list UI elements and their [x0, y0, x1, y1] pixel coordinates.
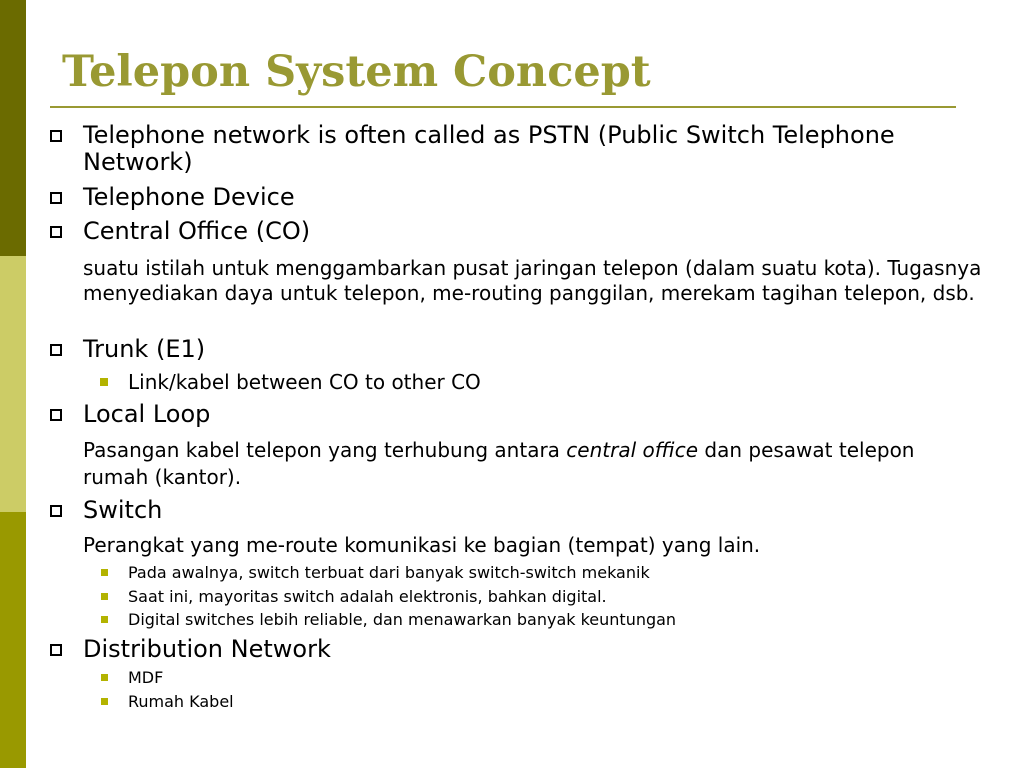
- bullet-text: Switch: [83, 496, 163, 524]
- sub-bullet-text: Pada awalnya, switch terbuat dari banyak switch-switch mekanik: [128, 563, 650, 582]
- sub-bullet-switch-electronic: [128, 587, 607, 607]
- filled-square-bullet-icon: [100, 378, 108, 386]
- local-loop-description-end: dan pesawat telepon rumah (kantor).: [83, 438, 915, 489]
- hollow-square-bullet-icon: [50, 192, 62, 204]
- bullet-text: Telephone Device: [83, 183, 295, 211]
- hollow-square-bullet-icon: [50, 226, 62, 238]
- hollow-square-bullet-icon: [50, 130, 62, 142]
- sub-bullet-rumah-kabel: [128, 692, 234, 712]
- sub-bullet-switch-digital: [128, 610, 676, 630]
- hollow-square-bullet-icon: [50, 409, 62, 421]
- bullet-text: Distribution Network: [83, 635, 331, 663]
- bullet-item-telephone-device: [83, 184, 295, 211]
- sub-bullet-text: Digital switches lebih reliable, dan menawarkan banyak keuntungan: [128, 610, 677, 629]
- sub-bullet-text: Link/kabel between CO to other CO: [128, 370, 481, 394]
- sub-bullet-text: Saat ini, mayoritas switch adalah elektronis, bahkan digital.: [128, 587, 607, 606]
- bullet-item-switch: [83, 497, 162, 524]
- sub-bullet-trunk-link: [128, 370, 481, 394]
- bullet-item-local-loop: [83, 401, 210, 428]
- slide-title: Telepon System Concept: [62, 47, 651, 97]
- hollow-square-bullet-icon: [50, 505, 62, 517]
- sub-bullet-switch-mechanical: [128, 563, 650, 583]
- bullet-text: Central Office (CO): [83, 217, 311, 245]
- bullet-item-pstn: [83, 122, 943, 176]
- local-loop-description-emphasis: central office: [566, 438, 699, 462]
- hollow-square-bullet-icon: [50, 344, 62, 356]
- bullet-text: Local Loop: [83, 400, 211, 428]
- filled-square-bullet-icon: [101, 593, 108, 600]
- bullet-text: Telephone network is often called as PSTN (Public Switch Telephone Network): [83, 121, 895, 176]
- local-loop-description: [83, 437, 943, 491]
- central-office-description: suatu istilah untuk menggambarkan pusat jaringan telepon (dalam suatu kota). Tugasnya menyediakan daya untuk telepon, me-routing panggilan, merekam tagihan telepon, dsb.: [83, 256, 982, 305]
- bullet-item-central-office: [83, 218, 310, 245]
- bullet-item-distribution-network: [83, 636, 331, 663]
- local-loop-description-start: Pasangan kabel telepon yang terhubung antara: [83, 438, 567, 462]
- hollow-square-bullet-icon: [50, 644, 62, 656]
- filled-square-bullet-icon: [101, 616, 108, 623]
- switch-description: Perangkat yang me-route komunikasi ke bagian (tempat) yang lain.: [83, 533, 761, 557]
- sub-bullet-text: MDF: [128, 668, 164, 687]
- bullet-text: Trunk (E1): [83, 335, 206, 363]
- sub-bullet-text: Rumah Kabel: [128, 692, 234, 711]
- filled-square-bullet-icon: [101, 674, 108, 681]
- sub-bullet-mdf: [128, 668, 163, 688]
- bullet-item-trunk: [83, 336, 205, 363]
- filled-square-bullet-icon: [101, 569, 108, 576]
- filled-square-bullet-icon: [101, 698, 108, 705]
